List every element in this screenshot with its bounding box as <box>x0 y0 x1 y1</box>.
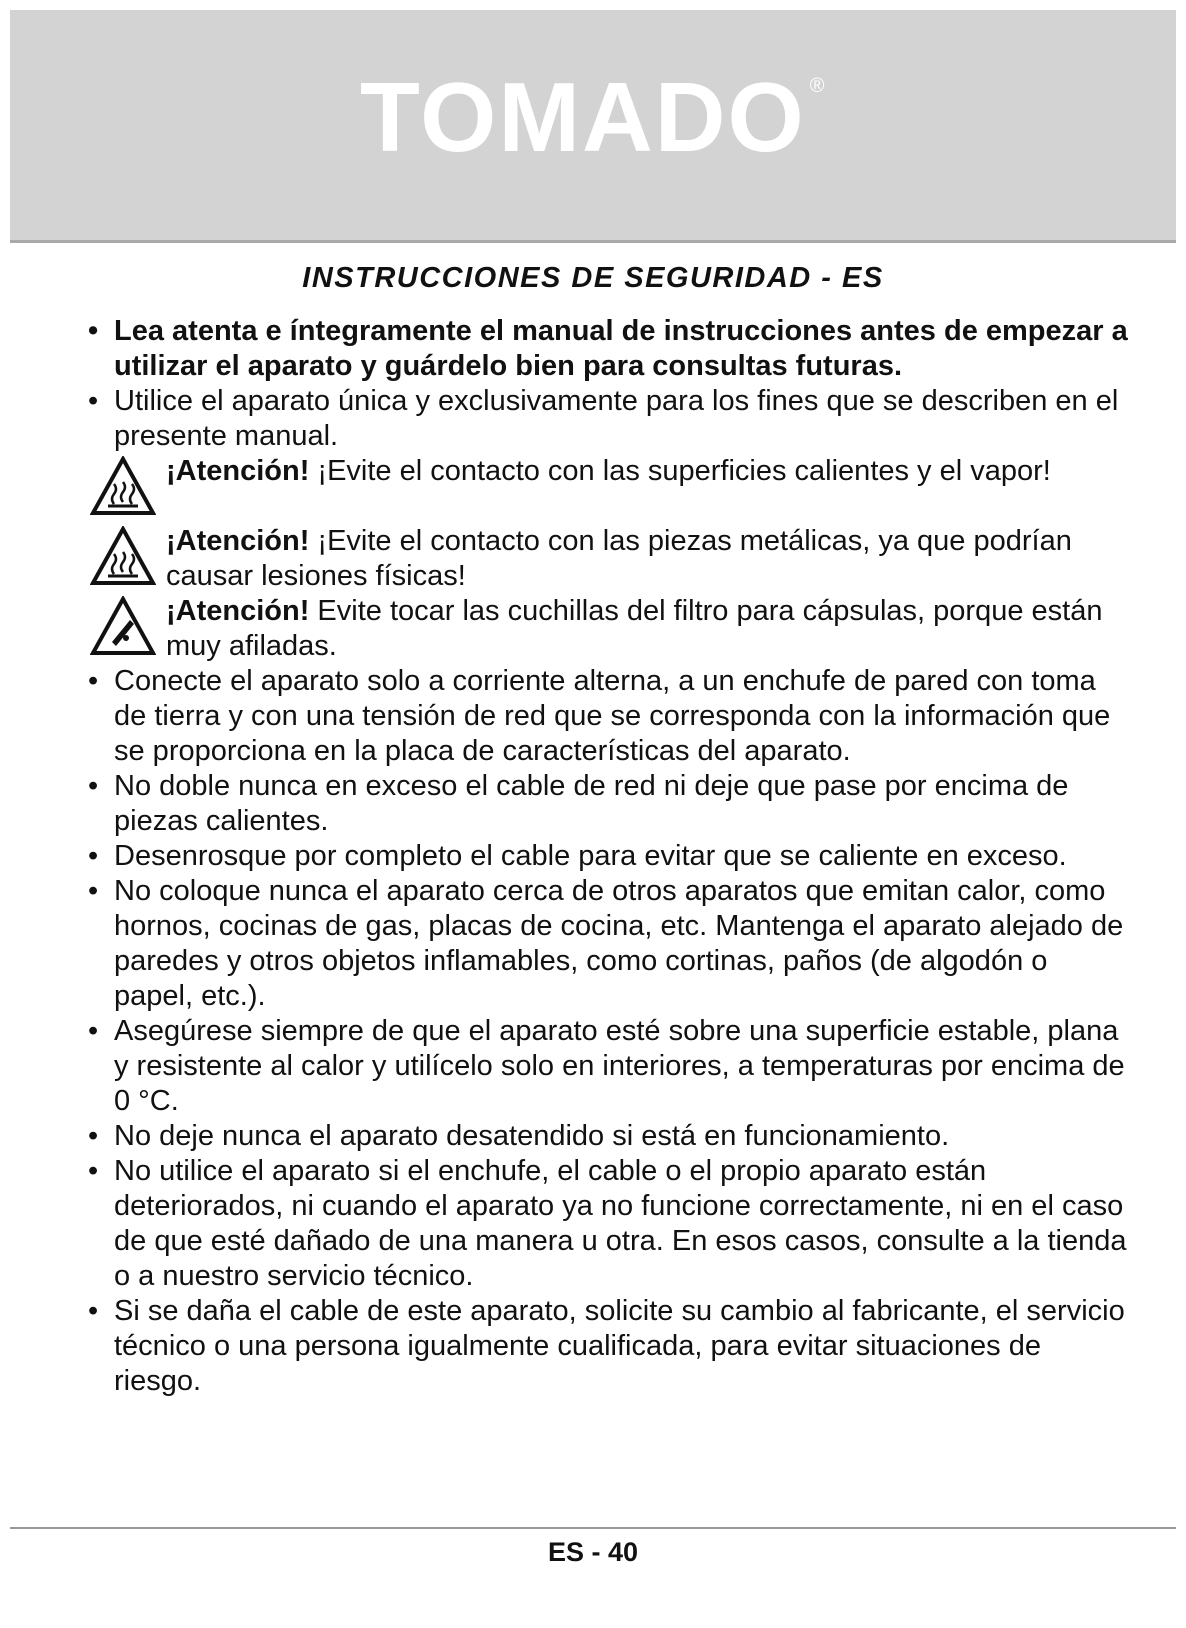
list-item: • No doble nunca en exceso el cable de red ni deje que pase por encima de piezas calientes. <box>88 770 1069 837</box>
warning-item: ¡Atención! ¡Evite el contacto con las piezas metálicas, ya que podrían causar lesiones físicas! <box>88 524 1128 594</box>
page-number: ES - 40 <box>547 1537 639 1567</box>
brand-logo: TOMADO ® <box>360 62 827 172</box>
list-item: • No utilice el aparato si el enchufe, el cable o el propio aparato están deteriorados, ni cuando el aparato ya no funcione correctamente, ni en el caso de que esté dañado de una manera u otra. En esos casos, consulte a la tienda o a nuestro servicio técnico. <box>88 1155 1127 1292</box>
registered-mark: ® <box>809 75 827 97</box>
warning-item: ¡Atención! ¡Evite el contacto con las superficies calientes y el vapor! <box>88 454 1128 524</box>
hot-surface-icon <box>90 526 156 586</box>
list-item: • Lea atenta e íntegramente el manual de instrucciones antes de empezar a utilizar el aparato y guárdelo bien para consultas futuras. <box>88 315 1128 382</box>
list-item: • Si se daña el cable de este aparato, solicite su cambio al fabricante, el servicio técnico o una persona igualmente cualificada, para evitar situaciones de riesgo. <box>88 1295 1125 1397</box>
list-item: • Desenrosque por completo el cable para evitar que se caliente en exceso. <box>88 840 1067 872</box>
list-item: • Asegúrese siempre de que el aparato esté sobre una superficie estable, plana y resistente al calor y utilícelo solo en interiores, a temperaturas por encima de 0 °C. <box>88 1015 1125 1117</box>
warning-item: ¡Atención! Evite tocar las cuchillas del filtro para cápsulas, porque están muy afiladas. <box>88 594 1128 664</box>
sharp-blade-icon <box>90 596 156 656</box>
list-item: • Utilice el aparato única y exclusivamente para los fines que se describen en el presente manual. <box>88 385 1119 452</box>
instructions-list <box>88 314 1128 1399</box>
page-title: INSTRUCCIONES DE SEGURIDAD - ES <box>302 262 884 294</box>
hot-surface-icon <box>90 456 156 516</box>
header-banner <box>10 10 1176 243</box>
list-item: • Conecte el aparato solo a corriente alterna, a un enchufe de pared con toma de tierra y con una tensión de red que se corresponda con la información que se proporciona en la placa de características del aparato. <box>88 665 1111 767</box>
footer-divider <box>10 1527 1176 1529</box>
list-item: • No coloque nunca el aparato cerca de otros aparatos que emitan calor, como hornos, cocinas de gas, placas de cocina, etc. Mantenga el aparato alejado de paredes y otros objetos inflamables, como cortinas, paños (de algodón o papel, etc.). <box>88 875 1124 1012</box>
list-item: • No deje nunca el aparato desatendido si está en funcionamiento. <box>88 1120 950 1152</box>
